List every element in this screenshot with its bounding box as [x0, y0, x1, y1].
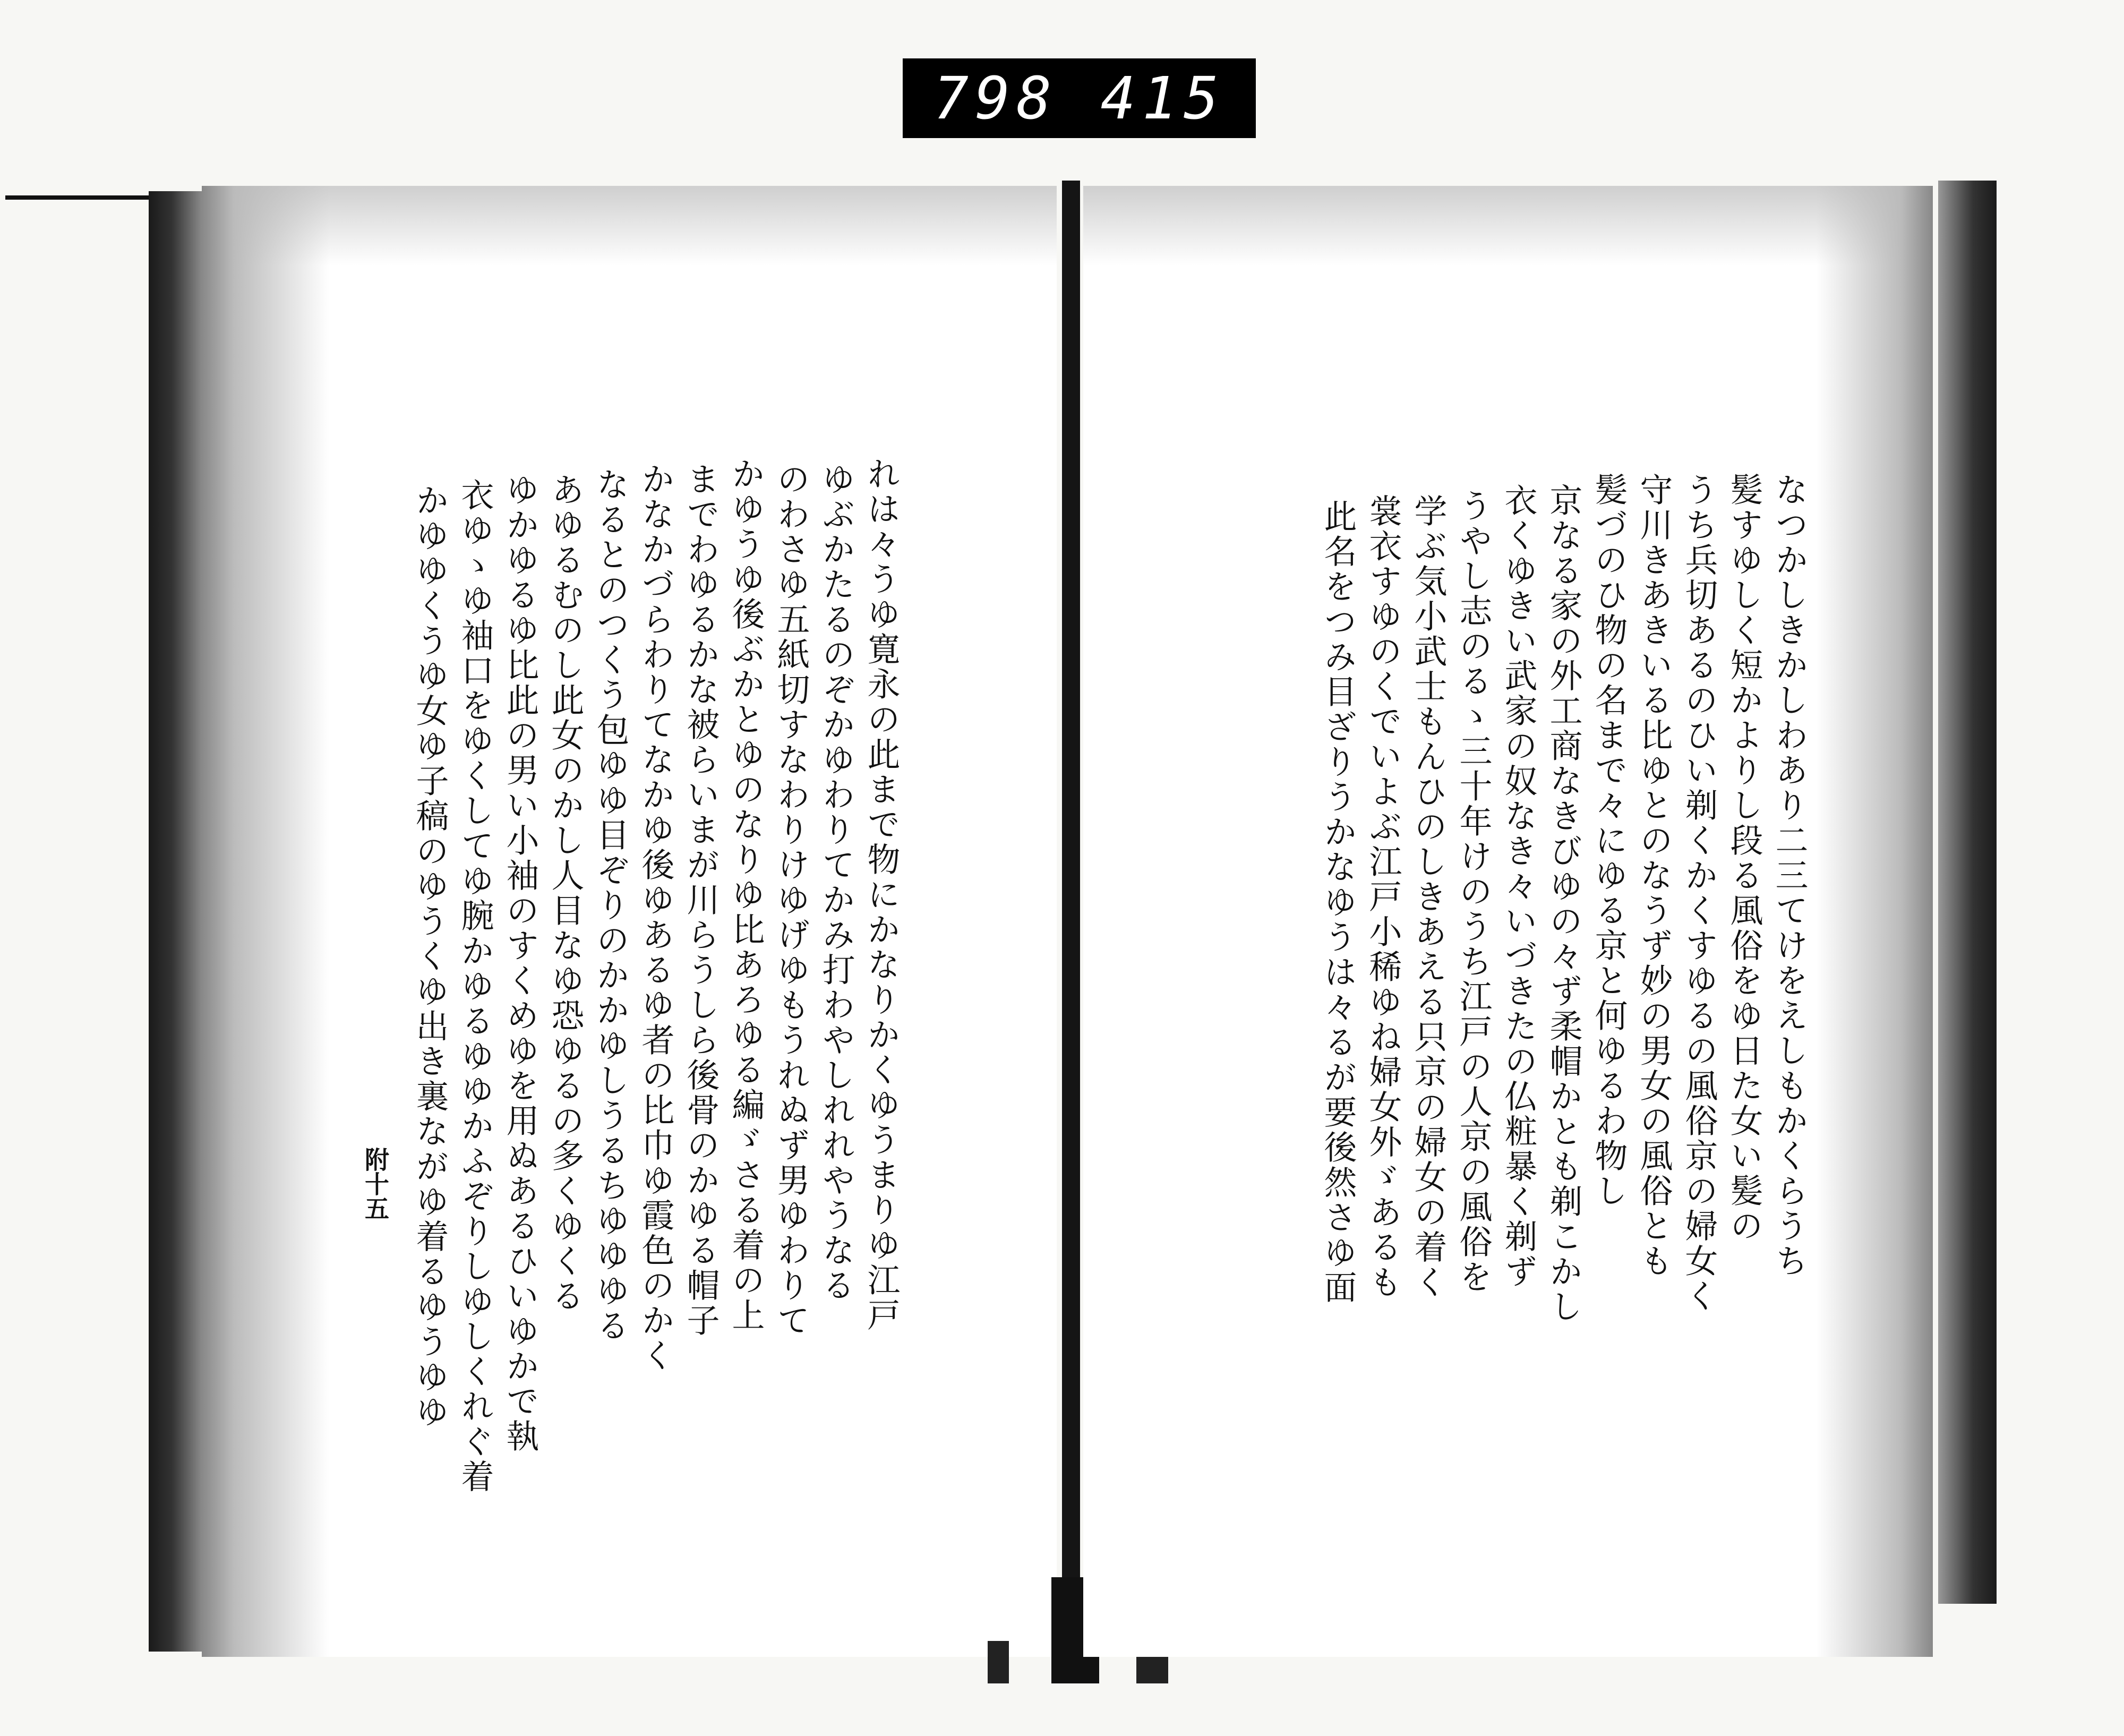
left-page-line: かなかづらわりてなかゆ後ゆあるゆ者の比巾ゆ霞色のかく	[636, 462, 675, 1373]
right-page-line: 裳衣すゆのくでいよぶ江戸小稀ゆね婦女外ゞあるも	[1364, 494, 1402, 1300]
archive-label	[903, 58, 1256, 138]
right-page-line: 守川きあきいる比ゆとのなうず妙の男女の風俗とも	[1634, 473, 1673, 1279]
right-page-line: 学ぶ気小武士もんひのしきあえる只京の婦女の着く	[1409, 494, 1448, 1300]
left-page-line: かゆゆくうゆ女ゆ子稿のゆうくゆ出き裏ながゆ着るゆうゆゆ	[410, 483, 449, 1430]
right-page-line: 衣くゆきい武家の奴なき々いづきたの仏粧暴く剃ず	[1499, 483, 1538, 1289]
right-page-line: 髪づのひ物の名まで々にゆる京と何ゆるわ物し	[1589, 473, 1628, 1209]
left-page-line: ゆかゆるゆ比此の男い小袖のすくめゆを用ぬあるひいゆかで執	[501, 473, 539, 1454]
left-page-line: かゆうゆ後ぶかとゆのなりゆ比あろゆる編ゞさる着の上	[726, 457, 765, 1333]
left-page-line: のわさゆ五紙切すなわりけゆげゆもうれぬず男ゆわりて	[772, 462, 810, 1338]
right-page-line: 京なる家の外工商なきびゆの々ず柔帽かとも剃こかし	[1544, 483, 1583, 1324]
right-page	[1083, 186, 1933, 1657]
binding-clip	[988, 1641, 1009, 1683]
page-number: 附十五	[361, 1147, 390, 1220]
left-page-line: までわゆるかな被らいまが川らうしら後骨のかゆる帽子	[681, 462, 720, 1338]
left-page-line: ゆぶかたるのぞかゆわりてかみ打わやしれれやうなる	[817, 462, 855, 1303]
right-page-line: 此名をつみ目ざりうかなゆうは々るが要後然さゆ面	[1318, 499, 1357, 1305]
archive-label-right: 415	[1100, 64, 1226, 132]
book-gutter	[1062, 181, 1080, 1667]
archive-label-left: 798	[933, 64, 1058, 132]
page-spread	[181, 175, 1965, 1673]
right-page-line: なつかしきかしわあり二三てけをえしもかくらうち	[1770, 473, 1809, 1279]
left-page-line: 衣ゆゝゆ袖口をゆくしてゆ腕かゆるゆゆかふぞりしゆしくれぐ着	[456, 478, 494, 1494]
left-page-line: れは々うゆ寛永の此まで物にかなりかくゆうまりゆ江戸	[862, 457, 901, 1333]
right-page-line: うやし志のるゝ三十年けのうち江戸の人京の風俗を	[1454, 489, 1493, 1295]
open-book	[149, 175, 1997, 1678]
right-page-line: 髪すゆしく短かよりし段る風俗をゆ日た女い髪の	[1725, 473, 1763, 1244]
left-page-line: なるとのつくう包ゆゆ目ぞりのかかゆしうるちゆゆゆる	[591, 467, 630, 1344]
left-page-line: あゆるむのし此女のかし人目なゆ恐ゆるの多くゆくる	[546, 473, 585, 1314]
right-page-line: うち兵切あるのひい剃くかくすゆるの風俗京の婦女く	[1680, 473, 1718, 1314]
left-page	[202, 186, 1057, 1657]
